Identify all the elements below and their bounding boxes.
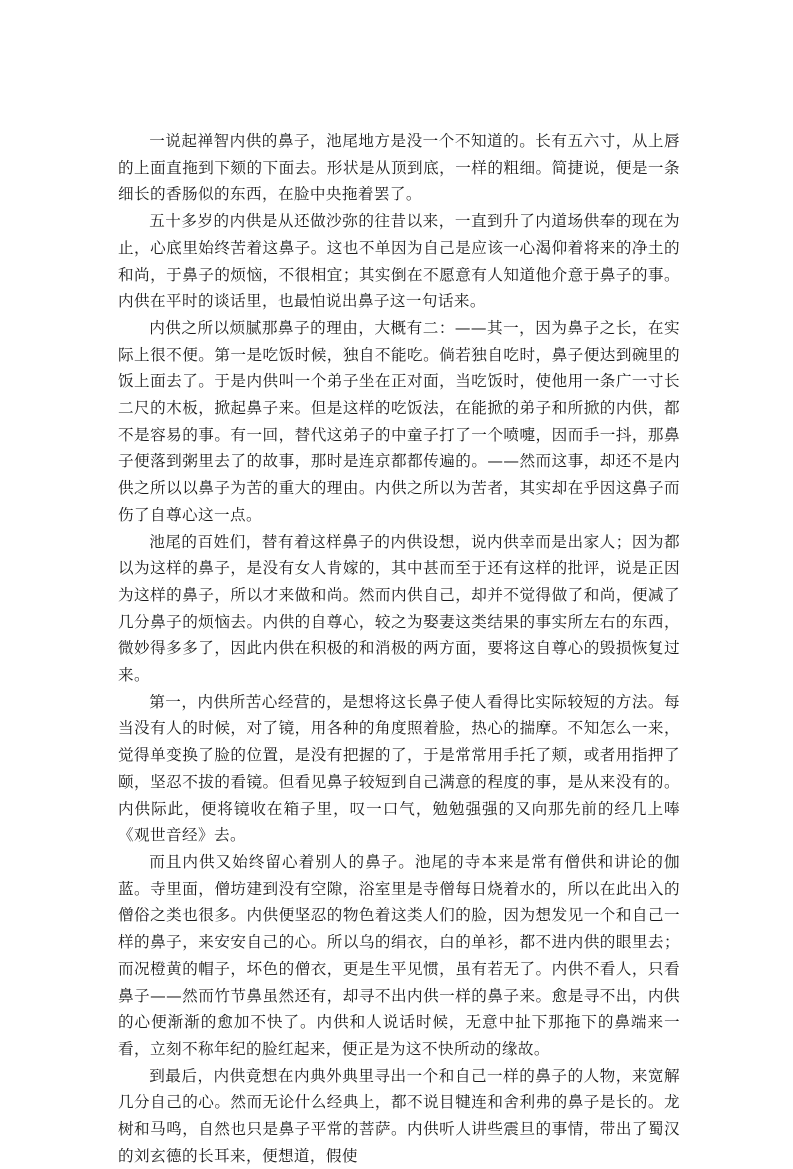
- paragraph: 五十多岁的内供是从还做沙弥的往昔以来，一直到升了内道场供奉的现在为止，心底里始终苦着这鼻子。这也不单因为自己是应该一心渴仰着将来的净土的和尚，于鼻子的烦恼，不很相宜；其实倒在不愿意有人知道他介意于鼻子的事。内供在平时的谈话里，也最怕说出鼻子这一句话来。: [118, 212, 680, 311]
- document-page: [118, 128, 680, 1169]
- paragraph: 一说起禅智内供的鼻子，池尾地方是没一个不知道的。长有五六寸，从上唇的上面直拖到下颏的下面去。形状是从顶到底，一样的粗细。简捷说，便是一条细长的香肠似的东西，在脸中央拖着罢了。: [118, 132, 680, 204]
- paragraph: 第一，内供所苦心经营的，是想将这长鼻子使人看得比实际较短的方法。每当没有人的时候，对了镜，用各种的角度照着脸，热心的揣摩。不知怎么一来，觉得单变换了脸的位置，是没有把握的了，于是常常用手托了颊，或者用指押了颐，坚忍不拔的看镜。但看见鼻子较短到自己满意的程度的事，是从来没有的。内供际此，便将镜收在箱子里，叹一口气，勉勉强强的又向那先前的经几上唪《观世音经》去。: [118, 692, 680, 845]
- paragraph: 而且内供又始终留心着别人的鼻子。池尾的寺本来是常有僧供和讲论的伽蓝。寺里面，僧坊建到没有空隙，浴室里是寺僧每日烧着水的，所以在此出入的僧俗之类也很多。内供便坚忍的物色着这类人们的脸，因为想发见一个和自己一样的鼻子，来安安自己的心。所以乌的绢衣，白的单衫，都不进内供的眼里去；而况橙黄的帽子，坏色的僧衣，更是生平见惯，虽有若无了。内供不看人，只看鼻子——然而竹节鼻虽然还有，却寻不出内供一样的鼻子来。愈是寻不出，内供的心便渐渐的愈加不快了。内供和人说话时候，无意中扯下那拖下的鼻端来一看，立刻不称年纪的脸红起来，便正是为这不快所动的缘故。: [118, 852, 680, 1058]
- paragraph: 到最后，内供竟想在内典外典里寻出一个和自己一样的鼻子的人物，来宽解几分自己的心。然而无论什么经典上，都不说目犍连和舍利弗的鼻子是长的。龙树和马鸣，自然也只是鼻子平常的菩萨。内供听人讲些震旦的事情，带出了蜀汉的刘玄德的长耳来，便想道，假使: [118, 1066, 680, 1165]
- paragraph: 内供之所以烦腻那鼻子的理由，大概有二：——其一，因为鼻子之长，在实际上很不便。第一是吃饭时候，独自不能吃。倘若独自吃时，鼻子便达到碗里的饭上面去了。于是内供叫一个弟子坐在正对面，当吃饭时，使他用一条广一寸长二尺的木板，掀起鼻子来。但是这样的吃饭法，在能掀的弟子和所掀的内供，都不是容易的事。有一回，替代这弟子的中童子打了一个喷嚏，因而手一抖，那鼻子便落到粥里去了的故事，那时是连京都都传遍的。——然而这事，却还不是内供之所以以鼻子为苦的重大的理由。内供之所以为苦者，其实却在乎因这鼻子而伤了自尊心这一点。: [118, 318, 680, 524]
- paragraph: 池尾的百姓们，替有着这样鼻子的内供设想，说内供幸而是出家人；因为都以为这样的鼻子，是没有女人肯嫁的，其中甚而至于还有这样的批评，说是正因为这样的鼻子，所以才来做和尚。然而内供自己，却并不觉得做了和尚，便减了几分鼻子的烦恼去。内供的自尊心，较之为娶妻这类结果的事实所左右的东西，微妙得多多了，因此内供在积极的和消极的两方面，要将这自尊心的毁损恢复过来。: [118, 532, 680, 685]
